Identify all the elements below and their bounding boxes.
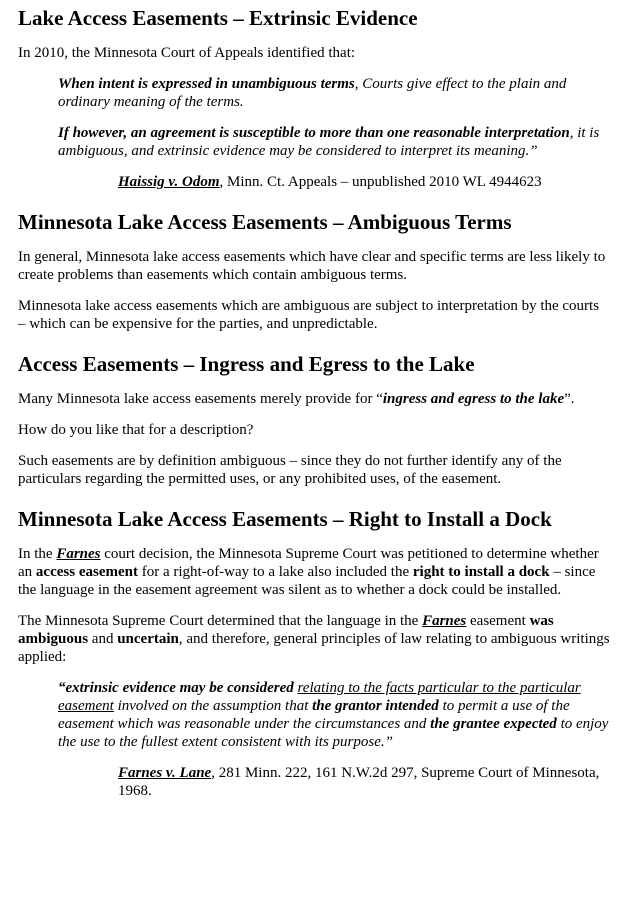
citation-text: , Minn. Ct. Appeals – unpublished 2010 WL 4944623 <box>219 174 542 190</box>
text: to enjoy the use to the fullest extent consistent with its purpose.” <box>58 716 609 750</box>
paragraph: Minnesota lake access easements which are ambiguous are subject to interpretation by the courts – which can be expensive for the parties, and unpredictable. <box>18 298 600 332</box>
quote-ambiguous <box>58 124 610 160</box>
quote-bold: “extrinsic evidence may be considered <box>58 680 294 696</box>
text: , and therefore, general principles of law relating to ambiguous writings applied: <box>18 631 610 665</box>
quote-text: , Courts give effect to the plain and ordinary meaning of the terms. <box>58 76 567 110</box>
quote-bold: When intent is expressed in unambiguous terms <box>58 76 355 92</box>
case-link-farnes-lane[interactable]: Farnes v. Lane <box>118 765 212 781</box>
text: ”. <box>564 391 575 407</box>
quote-text: , it is ambiguous, and extrinsic evidence may be considered to interpret its meaning.” <box>58 125 600 159</box>
text: easement <box>466 613 530 629</box>
text: The Minnesota Supreme Court determined that the language in the <box>18 613 423 629</box>
paragraph <box>18 612 610 666</box>
emphasis: ingress and egress to the lake <box>382 391 565 407</box>
quote-underline: relating to the facts particular to the particular easement <box>58 680 581 714</box>
intro-text: In 2010, the Minnesota Court of Appeals identified that: <box>18 45 356 61</box>
heading-install-dock: Minnesota Lake Access Easements – Right to Install a Dock <box>18 507 552 531</box>
paragraph: How do you like that for a description? <box>18 422 254 438</box>
citation-haissig <box>118 173 610 191</box>
paragraph: Such easements are by definition ambiguous – since they do not further identify any of the particulars regarding the permitted uses, or any prohibited uses, of the easement. <box>18 453 562 487</box>
emphasis: was ambiguous <box>18 613 554 647</box>
quote-bold: If however, an agreement is susceptible to more than one reasonable interpretation <box>58 125 570 141</box>
heading-ambiguous-terms: Minnesota Lake Access Easements – Ambiguous Terms <box>18 210 512 234</box>
heading-extrinsic-evidence: Lake Access Easements – Extrinsic Evidence <box>18 6 418 30</box>
text: for a right-of-way to a lake also included the <box>137 564 413 580</box>
case-link-farnes[interactable]: Farnes <box>56 546 101 562</box>
emphasis: uncertain <box>117 631 179 647</box>
case-link-farnes[interactable]: Farnes <box>422 613 467 629</box>
case-link-haissig[interactable]: Haissig v. Odom <box>118 174 220 190</box>
emphasis: right to install a dock <box>412 564 550 580</box>
quote-unambiguous <box>58 75 610 111</box>
citation-farnes <box>118 764 610 800</box>
text: – since the language in the easement agreement was silent as to whether a dock could be installed. <box>18 564 596 598</box>
text: In the <box>18 546 57 562</box>
quote-bold: the grantee expected <box>430 716 557 732</box>
text: involved on the assumption that <box>113 698 313 714</box>
emphasis: access easement <box>35 564 138 580</box>
citation-text: , 281 Minn. 222, 161 N.W.2d 297, Supreme Court of Minnesota, 1968. <box>118 765 600 799</box>
quote-bold: the grantor intended <box>312 698 439 714</box>
text: to permit a use of the easement which was reasonable under the circumstances and <box>58 698 570 732</box>
quote-farnes <box>58 679 610 751</box>
paragraph: In general, Minnesota lake access easements which have clear and specific terms are less likely to create problems than easements which contain ambiguous terms. <box>18 249 606 283</box>
heading-ingress-egress: Access Easements – Ingress and Egress to the Lake <box>18 352 475 376</box>
paragraph <box>18 390 610 408</box>
paragraph <box>18 545 610 599</box>
text: and <box>88 631 118 647</box>
text: Many Minnesota lake access easements merely provide for “ <box>18 391 383 407</box>
text: court decision, the Minnesota Supreme Court was petitioned to determine whether an <box>18 546 599 580</box>
